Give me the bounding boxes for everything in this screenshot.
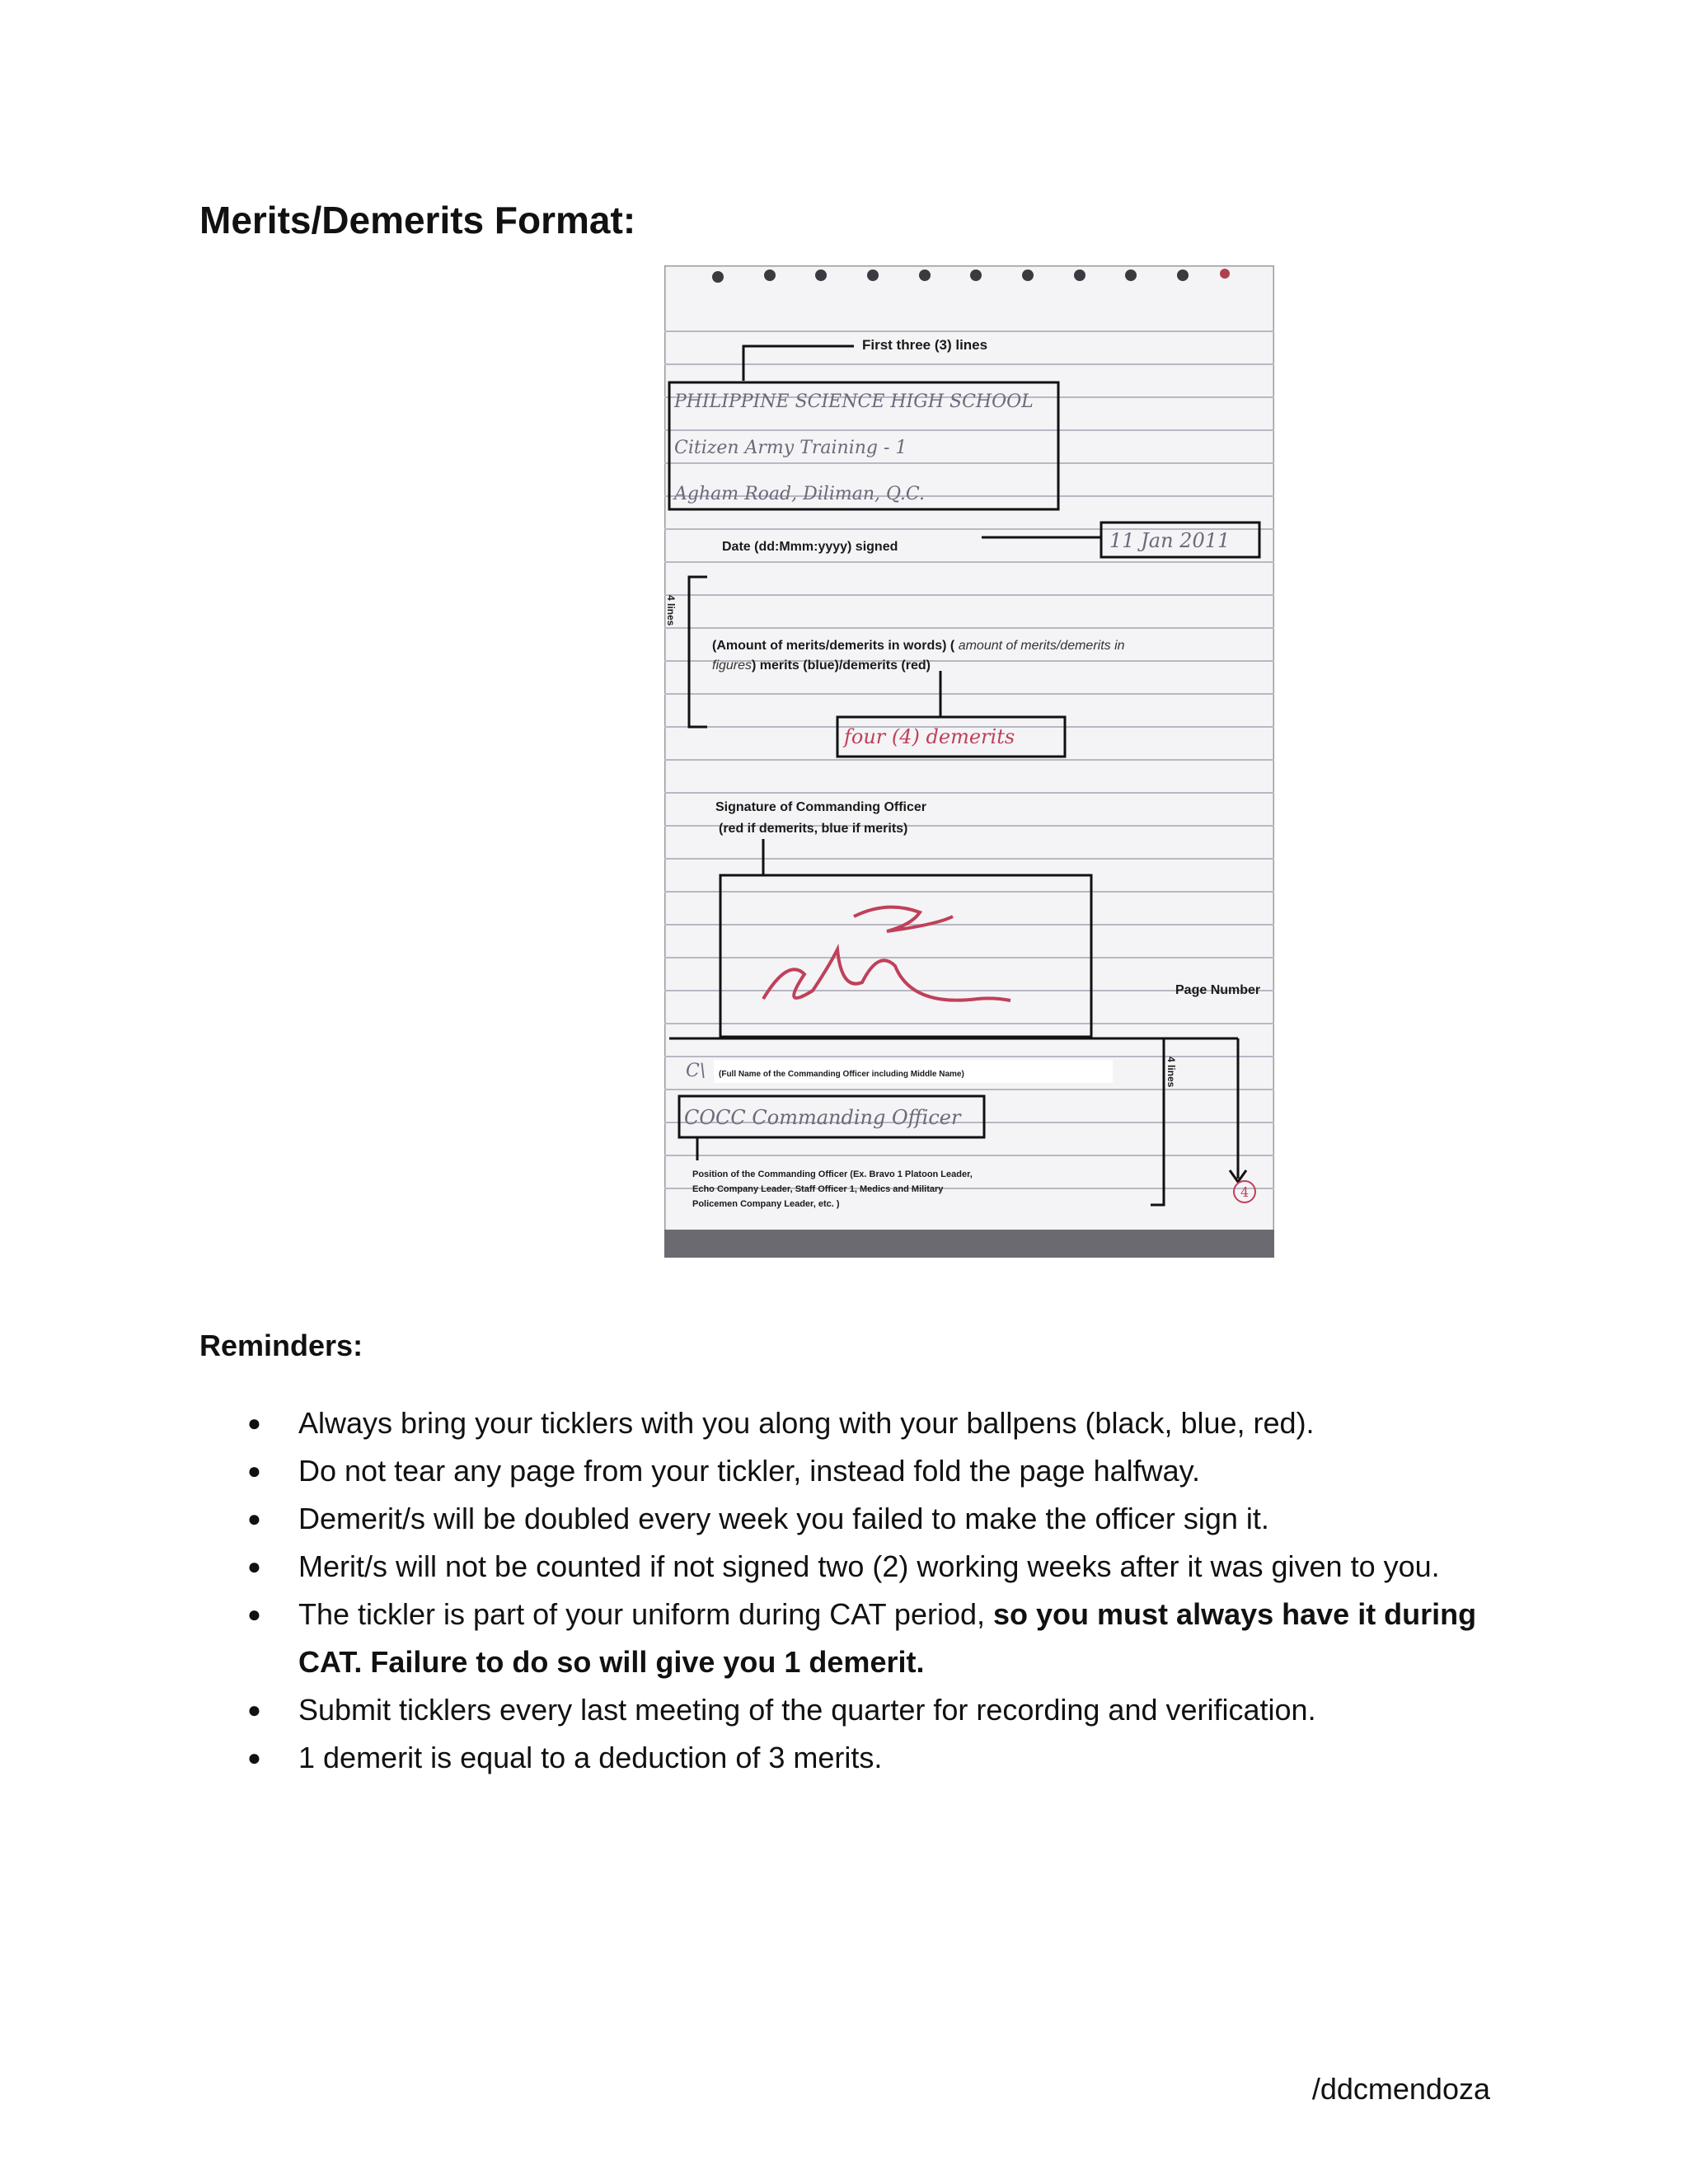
list-item: ● 1 demerit is equal to a deduction of 3 merits. xyxy=(247,1741,883,1774)
header-line-1: PHILIPPINE SCIENCE HIGH SCHOOL xyxy=(674,391,1034,412)
list-item: ● The tickler is part of your uniform during CAT period, so you must always have it during CAT. Failure to do so will give you 1 demerit. xyxy=(247,1597,1477,1679)
date-label: Date (dd:Mmm:yyyy) signed xyxy=(722,540,898,554)
page-number-label: Page Number xyxy=(1175,983,1261,997)
list-item: ● Do not tear any page from your tickler, instead fold the page halfway. xyxy=(247,1454,1200,1488)
first-three-lines-label: First three (3) lines xyxy=(862,337,988,353)
four-lines-mark-1: 4 lines xyxy=(665,595,677,626)
four-lines-mark-2: 4 lines xyxy=(1165,1057,1177,1088)
position-value: COCC Commanding Officer xyxy=(684,1106,961,1129)
amount-value: four (4) demerits xyxy=(844,725,1015,748)
full-name-label: (Full Name of the Commanding Officer including Middle Name) xyxy=(719,1070,964,1079)
header-line-2: Citizen Army Training - 1 xyxy=(674,438,907,458)
full-name-prefix: C\ xyxy=(686,1061,706,1081)
list-item: ● Submit ticklers every last meeting of the quarter for recording and verification. xyxy=(247,1693,1316,1727)
list-item: ● Demerit/s will be doubled every week you failed to make the officer sign it. xyxy=(247,1502,1269,1535)
reminders-list xyxy=(199,1399,1502,1782)
amount-label-line-1: (Amount of merits/demerits in words) ( amount of merits/demerits in xyxy=(712,639,1125,653)
header-line-3: Agham Road, Diliman, Q.C. xyxy=(674,484,925,504)
signature-label-line-1: Signature of Commanding Officer xyxy=(715,800,927,814)
list-item: ● Always bring your ticklers with you along with your ballpens (black, blue, red). xyxy=(247,1406,1315,1440)
position-label-line-1: Position of the Commanding Officer (Ex. Bravo 1 Platoon Leader, xyxy=(692,1169,973,1179)
position-label-line-2: Echo Company Leader, Staff Officer 1, Medics and Military xyxy=(692,1184,944,1194)
position-label-line-3: Policemen Company Leader, etc. ) xyxy=(692,1199,840,1209)
signature-label-line-2: (red if demerits, blue if merits) xyxy=(719,822,908,836)
date-value: 11 Jan 2011 xyxy=(1109,529,1231,552)
tickler-sample-image xyxy=(664,265,1274,1258)
page-number-value: 4 xyxy=(1240,1184,1250,1200)
reminders-heading: Reminders: xyxy=(199,1329,363,1362)
author-signature: /ddcmendoza xyxy=(1311,2072,1490,2106)
list-item: ● Merit/s will not be counted if not signed two (2) working weeks after it was given to you. xyxy=(247,1549,1440,1583)
amount-label-line-2: figures) merits (blue)/demerits (red) xyxy=(712,658,931,673)
page-title: Merits/Demerits Format: xyxy=(199,199,636,241)
